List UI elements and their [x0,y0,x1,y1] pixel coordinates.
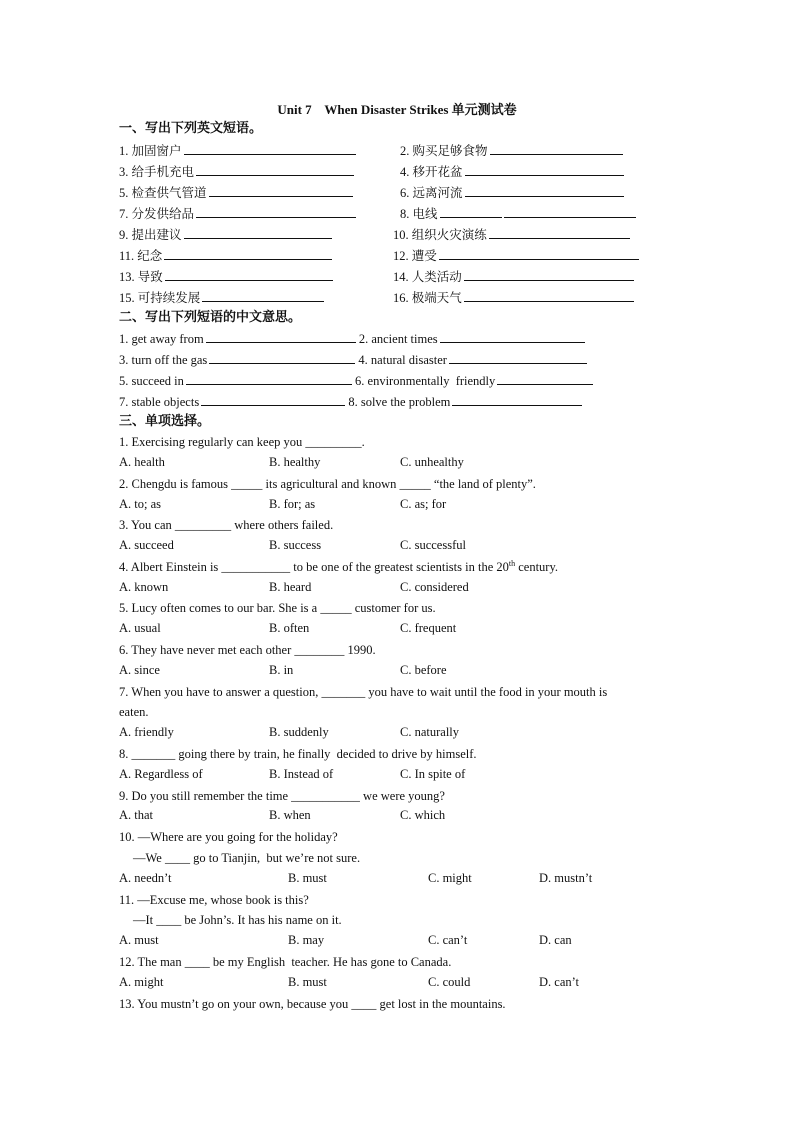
answer-blank[interactable] [440,205,502,218]
list-item: 14. 人类活动 [393,267,634,285]
section2-heading: 二、写出下列短语的中文意思。 [119,309,302,324]
answer-blank[interactable] [201,393,345,406]
answer-blank[interactable] [489,226,630,239]
question-stem: 13. You mustn’t go on your own, because you ____ get lost in the mountains. [119,997,506,1011]
list-item: 16. 极端天气 [393,288,634,306]
list-item: 11. 纪念 [119,246,332,264]
question-stem-cont: —It ____ be John’s. It has his name on it. [133,913,342,927]
answer-blank[interactable] [464,268,634,281]
option-b[interactable]: B. healthy [269,455,321,469]
answer-blank[interactable] [465,184,624,197]
question-stem: 8. _______ going there by train, he finally decided to drive by himself. [119,747,477,761]
answer-blank[interactable] [452,393,582,406]
question-stem-cont: eaten. [119,705,149,719]
option-a[interactable]: A. health [119,455,165,469]
list-item: 7. 分发供给品 [119,204,356,222]
list-item: 8. 电线 [400,204,636,222]
option-b[interactable]: B. may [288,933,325,947]
option-a[interactable]: A. friendly [119,725,174,739]
page-title: Unit 7 When Disaster Strikes 单元测试卷 [277,102,517,117]
option-a[interactable]: A. since [119,663,160,677]
option-c[interactable]: C. successful [400,538,466,552]
question-stem: 12. The man ____ be my English teacher. He has gone to Canada. [119,955,452,969]
list-item: 5. 检查供气管道 [119,183,353,201]
list-item: 6. 远离河流 [400,183,624,201]
question-stem: 1. Exercising regularly can keep you _________. [119,435,365,449]
list-item: 12. 遭受 [393,246,639,264]
list-item: 2. 购买足够食物 [400,141,623,159]
option-b[interactable]: B. Instead of [269,767,334,781]
answer-blank[interactable] [196,163,354,176]
option-c[interactable]: C. naturally [400,725,460,739]
option-c[interactable]: C. which [400,808,446,822]
list-item: 1. 加固窗户 [119,141,356,159]
answer-blank[interactable] [440,330,585,343]
answer-blank[interactable] [164,247,332,260]
option-b[interactable]: B. must [288,975,327,989]
answer-blank[interactable] [439,247,639,260]
answer-blank[interactable] [186,372,352,385]
answer-blank[interactable] [209,351,355,364]
question-stem: 3. You can _________ where others failed. [119,518,334,532]
list-item: 4. 移开花盆 [400,162,624,180]
section1-heading: 一、写出下列英文短语。 [119,120,263,135]
option-a[interactable]: A. to; as [119,497,162,511]
option-c[interactable]: C. unhealthy [400,455,464,469]
option-c[interactable]: C. frequent [400,621,457,635]
answer-blank[interactable] [490,142,623,155]
question-stem: 11. —Excuse me, whose book is this? [119,893,309,907]
answer-blank[interactable] [465,163,624,176]
list-item: 9. 提出建议 [119,225,332,243]
answer-blank[interactable] [202,289,324,302]
question-stem-cont: —We ____ go to Tianjin, but we’re not sure. [133,851,361,865]
option-a[interactable]: A. might [119,975,164,989]
question-stem: 5. Lucy often comes to our bar. She is a _____ customer for us. [119,601,436,615]
list-item: 5. succeed in 6. environmentally friendly [119,372,593,390]
option-b[interactable]: B. heard [269,580,312,594]
option-c[interactable]: C. considered [400,580,469,594]
option-d[interactable]: D. can [539,933,572,947]
option-c[interactable]: C. might [428,871,472,885]
option-a[interactable]: A. Regardless of [119,767,203,781]
answer-blank[interactable] [209,184,353,197]
question-stem: 6. They have never met each other ________ 1990. [119,643,376,657]
answer-blank[interactable] [184,226,332,239]
option-b[interactable]: B. in [269,663,294,677]
question-stem: 10. —Where are you going for the holiday? [119,830,338,844]
option-c[interactable]: C. before [400,663,447,677]
question-stem: 9. Do you still remember the time ___________ we were young? [119,789,445,803]
option-b[interactable]: B. success [269,538,322,552]
option-b[interactable]: B. must [288,871,327,885]
option-a[interactable]: A. that [119,808,154,822]
list-item: 10. 组织火灾演练 [393,225,630,243]
list-item: 13. 导致 [119,267,333,285]
question-stem: 7. When you have to answer a question, _______ you have to wait until the food in your mouth is [119,685,608,699]
option-b[interactable]: B. suddenly [269,725,329,739]
option-c[interactable]: C. could [428,975,471,989]
option-b[interactable]: B. when [269,808,311,822]
answer-blank[interactable] [165,268,333,281]
option-a[interactable]: A. needn’t [119,871,172,885]
list-item: 3. turn off the gas 4. natural disaster [119,351,587,369]
list-item: 1. get away from 2. ancient times [119,330,585,348]
answer-blank[interactable] [464,289,634,302]
question-stem: 2. Chengdu is famous _____ its agricultural and known _____ “the land of plenty”. [119,477,536,491]
section3-heading: 三、单项选择。 [119,413,211,428]
answer-blank[interactable] [497,372,593,385]
list-item: 15. 可持续发展 [119,288,324,306]
option-a[interactable]: A. must [119,933,159,947]
list-item: 3. 给手机充电 [119,162,354,180]
answer-blank[interactable] [184,142,356,155]
list-item: 7. stable objects 8. solve the problem [119,393,582,411]
option-a[interactable]: A. usual [119,621,161,635]
option-c[interactable]: C. In spite of [400,767,466,781]
option-d[interactable]: D. mustn’t [539,871,593,885]
question-stem: 4. Albert Einstein is ___________ to be one of the greatest scientists in the 20th century. [119,558,559,574]
option-b[interactable]: B. often [269,621,310,635]
option-a[interactable]: A. succeed [119,538,174,552]
option-b[interactable]: B. for; as [269,497,316,511]
answer-blank[interactable] [206,330,356,343]
answer-blank[interactable] [449,351,587,364]
option-c[interactable]: C. as; for [400,497,447,511]
option-d[interactable]: D. can’t [539,975,580,989]
option-c[interactable]: C. can’t [428,933,468,947]
answer-blank[interactable] [504,205,636,218]
option-a[interactable]: A. known [119,580,169,594]
answer-blank[interactable] [196,205,356,218]
